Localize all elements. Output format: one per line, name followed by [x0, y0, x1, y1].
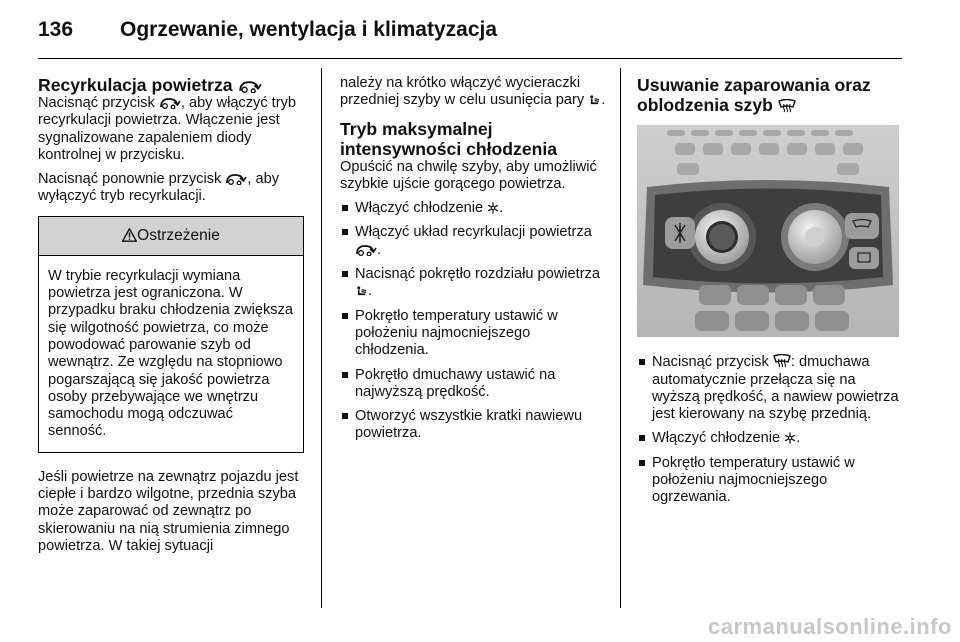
watermark: carmanualsonline.info — [708, 614, 952, 639]
climate-control-panel-photo — [637, 125, 899, 337]
paragraph: Nacisnąć ponownie przycisk , aby wyłączyć tryb recyrkulacji. — [38, 171, 280, 205]
warning-text: W trybie recyrkulacji wymiana powietrza jest ograniczona. W przypadku braku chłodzenia zwiększa się wilgotność powietrza, co może powodować parowanie szyb od wewnątrz. Ze względu na stopniowo pogarszającą się jakość powietrza osoby przebywające we wnętrzu samochodu mogą odczuwać senność. — [48, 267, 293, 440]
header-divider — [38, 58, 902, 59]
warning-triangle-icon — [122, 228, 137, 242]
snowflake-icon — [487, 202, 499, 214]
list-item: Nacisnąć przycisk : dmuchawa automatycznie przełącza się na wyższą prędkość, a nawiew powietrza jest kierowany na szybę przednią. — [637, 354, 903, 423]
list-item: Włączyć chłodzenie . — [637, 430, 903, 447]
list-item: Nacisnąć pokrętło rozdziału powietrza . — [340, 266, 606, 301]
recirculation-icon — [355, 244, 377, 256]
recirculation-icon — [159, 97, 181, 109]
windshield-defrost-icon — [778, 99, 796, 113]
windshield-defrost-icon — [773, 354, 791, 368]
column-3 — [637, 75, 903, 514]
section-heading: Tryb maksymalnej intensywności chłodzenia — [340, 118, 558, 159]
page-title: Ogrzewanie, wentylacja i klimatyzacja — [120, 18, 498, 41]
recirculation-icon — [225, 173, 247, 185]
column-divider — [321, 68, 322, 608]
paragraph: Opuścić na chwilę szyby, aby umożliwić szybkie ujście gorącego powietrza. — [340, 158, 597, 192]
list-item: Pokrętło dmuchawy ustawić na najwyższą prędkość. — [340, 367, 606, 402]
snowflake-icon — [784, 432, 796, 444]
paragraph: należy na krótko włączyć wycieraczki przedniej szyby w celu usunięcia pary . — [340, 75, 606, 109]
air-distribution-icon — [355, 286, 368, 297]
list-item: Pokrętło temperatury ustawić w położeniu najmocniejszego chłodzenia. — [340, 308, 606, 360]
page-number: 136 — [38, 18, 74, 41]
warning-header: Ostrzeżenie — [39, 217, 303, 256]
paragraph: Nacisnąć przycisk , aby włączyć tryb recyrkulacji powietrza. Włączenie jest sygnalizowane zapaleniem diody kontrolnej w przycisku. — [38, 95, 297, 163]
paragraph: Jeśli powietrze na zewnątrz pojazdu jest ciepłe i bardzo wilgotne, przednia szyba może zaparować od zewnątrz po skierowaniu na nią strumienia zimnego powietrza. W takiej sytuacji — [38, 468, 299, 554]
page-header — [38, 8, 902, 54]
list-item: Otworzyć wszystkie kratki nawiewu powietrza. — [340, 408, 606, 443]
list-item: Pokrętło temperatury ustawić w położeniu najmocniejszego ogrzewania. — [637, 455, 903, 507]
section-heading: Usuwanie zaparowania oraz oblodzenia szyb — [637, 75, 871, 115]
section-heading: Recyrkulacja powietrza — [38, 75, 304, 95]
column-1 — [38, 75, 304, 562]
air-distribution-icon — [588, 95, 601, 106]
column-divider — [620, 68, 621, 608]
column-2 — [340, 75, 606, 450]
warning-box — [38, 216, 304, 453]
list-item: Włączyć układ recyrkulacji powietrza . — [340, 224, 606, 259]
recirculation-icon — [238, 80, 262, 93]
list-item: Włączyć chłodzenie . — [340, 200, 606, 217]
